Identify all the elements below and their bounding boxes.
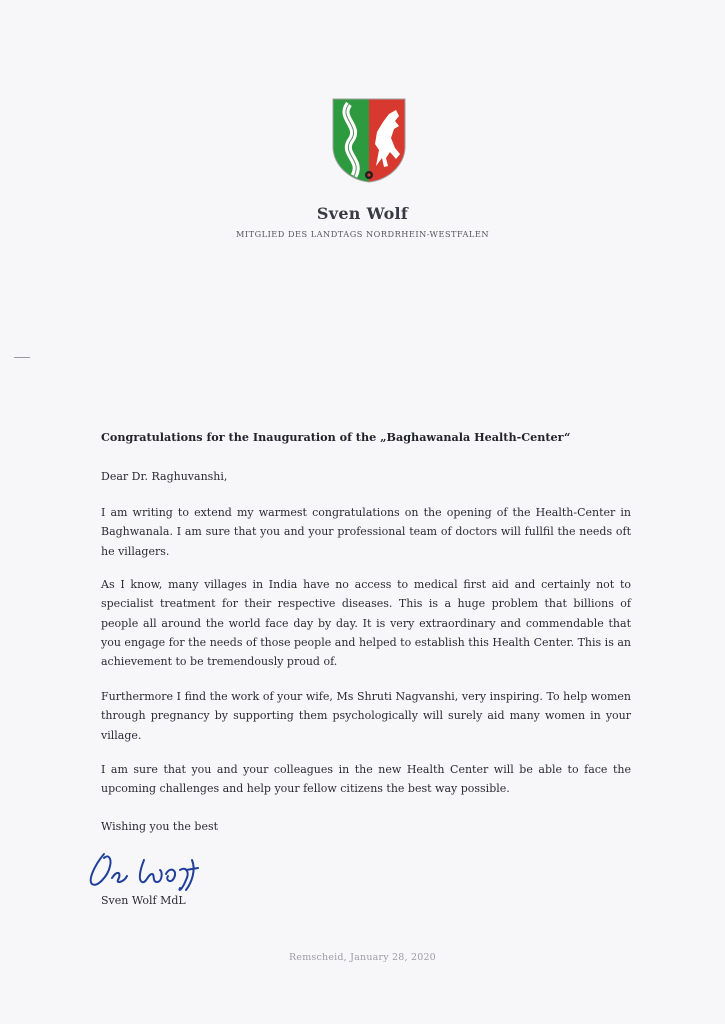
place-date: Remscheid, January 28, 2020 <box>289 952 436 963</box>
fold-mark <box>14 357 30 358</box>
nrw-coat-of-arms-icon <box>330 96 408 188</box>
salutation: Dear Dr. Raghuvanshi, <box>101 470 228 483</box>
paragraph-2: As I know, many villages in India have no access to medical first aid and certainly not to specialist treatment for their respective diseases. This is a huge problem that billions of people all around the world face day by day. It is very extraordinary and commendable that you engage for the needs of those people and helped to establish this Health Center. This is an achievement to be tremendously proud of. <box>101 578 631 669</box>
letter-subject: Congratulations for the Inauguration of the „Baghawanala Health-Center“ <box>101 430 571 444</box>
paragraph-3: Furthermore I find the work of your wife, Ms Shruti Nagvanshi, very inspiring. To help women through pregnancy by supporting them psychologically will surely aid many women in your village. <box>101 690 631 742</box>
handwritten-signature-icon <box>82 846 222 894</box>
sender-title: MITGLIED DES LANDTAGS NORDRHEIN-WESTFALEN <box>236 229 489 239</box>
sender-name: Sven Wolf <box>316 204 409 223</box>
signer-name: Sven Wolf MdL <box>101 894 186 907</box>
paragraph-4: I am sure that you and your colleagues in the new Health Center will be able to face the upcoming challenges and help your fellow citizens the best way possible. <box>101 763 631 796</box>
paragraph-1: I am writing to extend my warmest congratulations on the opening of the Health-Center in Baghwanala. I am sure that you and your professional team of doctors will fullfil the needs oft he villagers. <box>101 506 631 558</box>
closing: Wishing you the best <box>101 820 219 833</box>
